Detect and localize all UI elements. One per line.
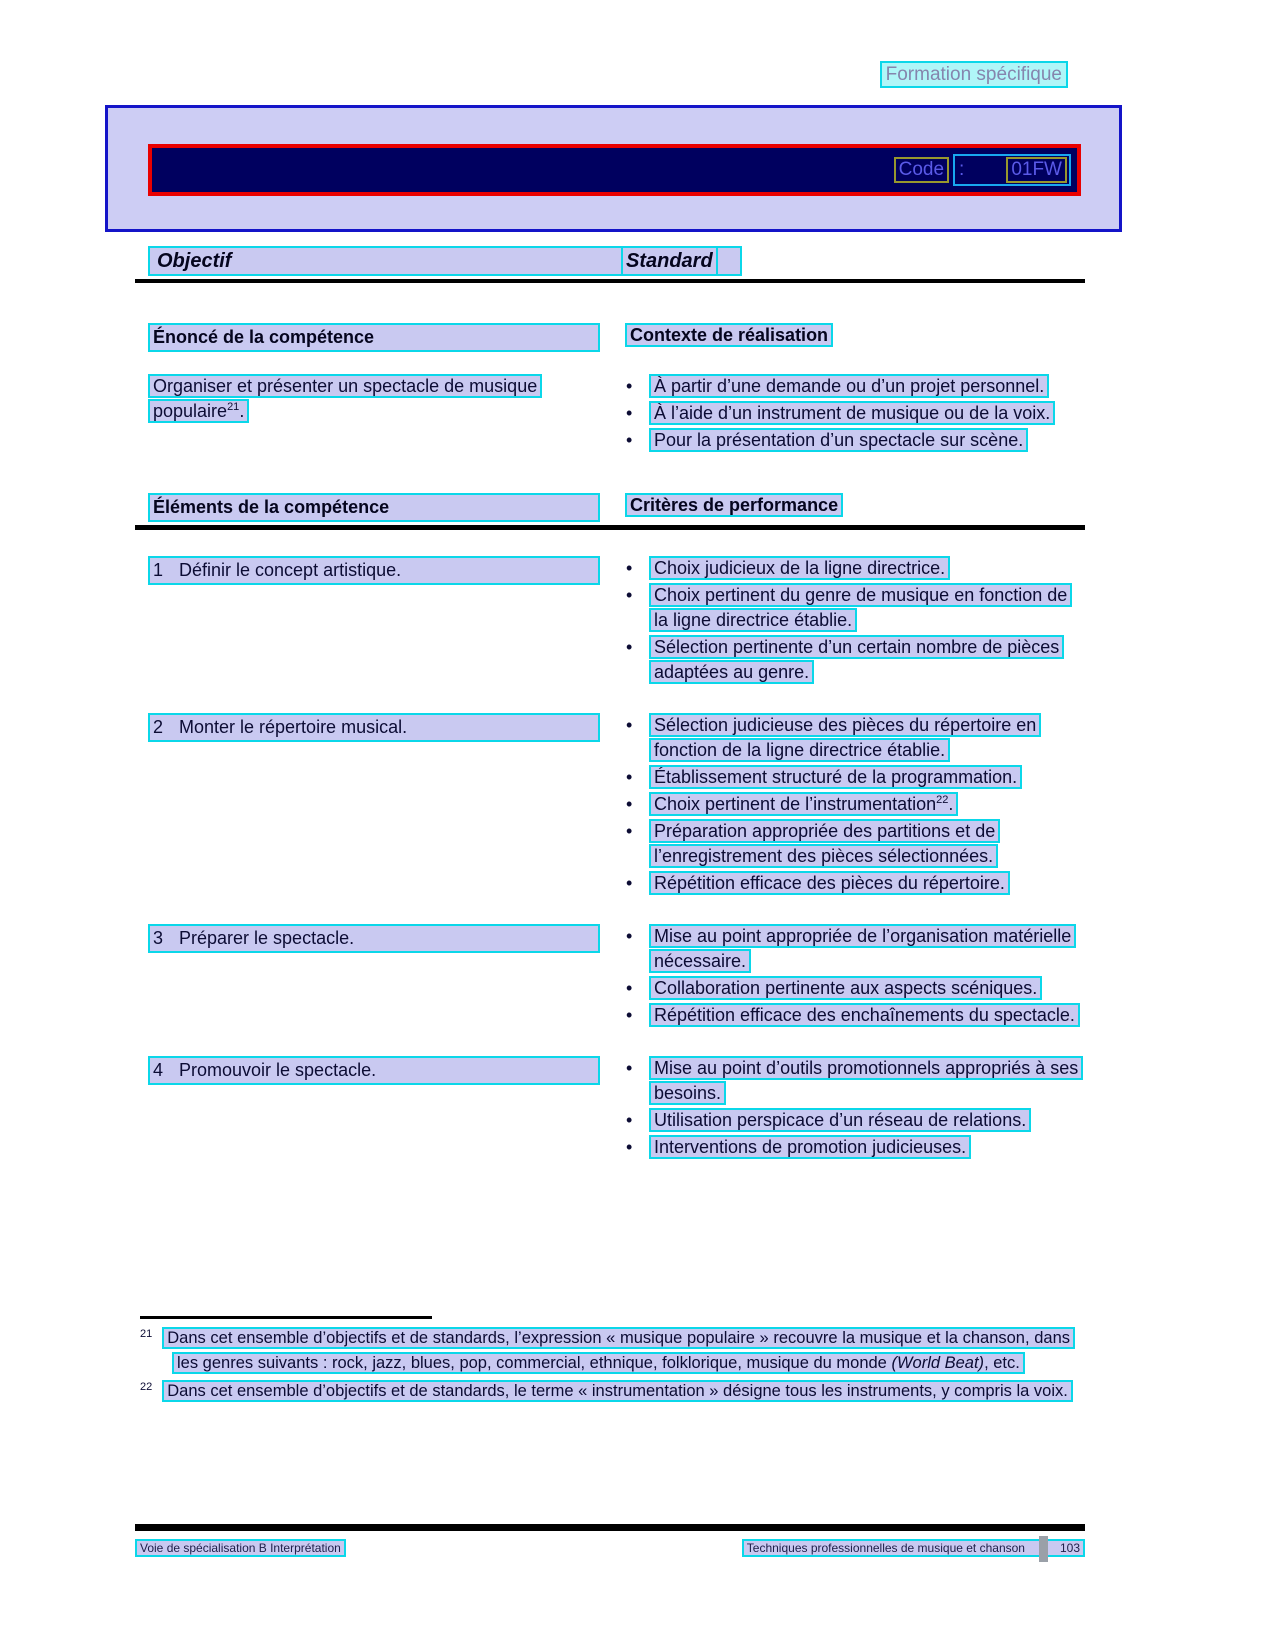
criterion-item	[622, 1056, 1079, 1106]
criteria-list	[622, 713, 1079, 896]
objectif-heading: Objectif	[157, 250, 232, 272]
context-text: À l’aide d’un instrument de musique ou de la voix.	[649, 401, 1055, 425]
criterion-text: Répétition efficace des enchaînements du spectacle.	[649, 1003, 1080, 1027]
element-title: 2 Monter le répertoire musical.	[148, 713, 600, 742]
objectif-standard-bar	[148, 246, 742, 276]
bullet-icon: •	[626, 978, 633, 998]
criteria-list	[622, 924, 1079, 1028]
criterion-text: Choix judicieux de la ligne directrice.	[649, 556, 950, 580]
context-item	[622, 428, 1079, 453]
main-content	[135, 246, 1085, 1162]
element-row-2	[135, 713, 1085, 898]
code-value-box	[953, 154, 1071, 186]
page-footer	[135, 1524, 1085, 1557]
footnote-number: 22	[140, 1380, 153, 1393]
context-list	[622, 374, 1079, 453]
criterion-text: Sélection pertinente d’un certain nombre de pièces adaptées au genre.	[649, 635, 1064, 684]
criterion-item	[622, 871, 1079, 896]
criterion-item	[622, 1135, 1079, 1160]
title-banner	[105, 105, 1122, 232]
criterion-text: Mise au point d’outils promotionnels appropriés à ses besoins.	[649, 1056, 1083, 1105]
footnote-22	[140, 1379, 1075, 1404]
subheading-row	[135, 323, 1085, 352]
bullet-icon: •	[626, 1110, 633, 1130]
divider-rule	[135, 525, 1085, 530]
bullet-icon: •	[626, 715, 633, 735]
criterion-item	[622, 792, 1079, 817]
footer-left-text: Voie de spécialisation B Interprétation	[135, 1539, 346, 1557]
bullet-icon: •	[626, 403, 633, 423]
element-title: 4 Promouvoir le spectacle.	[148, 1056, 600, 1085]
enonce-heading: Énoncé de la compétence	[148, 323, 600, 352]
code-value: 01FW	[1006, 157, 1067, 183]
criterion-text: Choix pertinent de l’instrumentation$^{22}$.	[649, 792, 958, 816]
bullet-icon: •	[626, 821, 633, 841]
footer-rule	[135, 1524, 1085, 1531]
bullet-icon: •	[626, 1005, 633, 1025]
criterion-item	[622, 819, 1079, 869]
criterion-item	[622, 713, 1079, 763]
element-title: 1 Définir le concept artistique.	[148, 556, 600, 585]
bullet-icon: •	[626, 430, 633, 450]
criterion-text: Interventions de promotion judicieuses.	[649, 1135, 971, 1159]
element-row-1	[135, 556, 1085, 687]
criterion-item	[622, 976, 1079, 1001]
footnote-rule	[140, 1316, 432, 1319]
criteria-list	[622, 556, 1079, 685]
code-separator: :	[959, 159, 965, 180]
criterion-item	[622, 1003, 1079, 1028]
criterion-text: Répétition efficace des pièces du répertoire.	[649, 871, 1010, 895]
divider-rule	[135, 279, 1085, 283]
footnote-number: 21	[140, 1327, 153, 1340]
footnote-21	[140, 1326, 1075, 1376]
page-number: 103	[1059, 1541, 1080, 1555]
bullet-icon: •	[626, 794, 633, 814]
element-number: 3	[153, 928, 164, 948]
criterion-text: Mise au point appropriée de l’organisation matérielle nécessaire.	[649, 924, 1076, 973]
bullet-icon: •	[626, 1137, 633, 1157]
standard-heading: Standard	[621, 246, 718, 276]
competence-row	[135, 374, 1085, 455]
competence-statement: Organiser et présenter un spectacle de musique populaire$^{21}$.	[148, 374, 542, 423]
criterion-text: Choix pertinent du genre de musique en fonction de la ligne directrice établie.	[649, 583, 1072, 632]
footnotes-section	[140, 1316, 1075, 1407]
criterion-item	[622, 765, 1079, 790]
subheading-row	[135, 493, 1085, 522]
element-number: 2	[153, 717, 164, 737]
criterion-item	[622, 924, 1079, 974]
element-row-3	[135, 924, 1085, 1030]
criterion-text: Sélection judicieuse des pièces du répertoire en fonction de la ligne directrice établie.	[649, 713, 1041, 762]
context-text: À partir d’une demande ou d’un projet personnel.	[649, 374, 1049, 398]
element-title: 3 Préparer le spectacle.	[148, 924, 600, 953]
footnote-text: Dans cet ensemble d’objectifs et de standards, le terme « instrumentation » désigne tous les instruments, y compris la voix.	[162, 1380, 1073, 1402]
criterion-item	[622, 556, 1079, 581]
contexte-heading: Contexte de réalisation	[625, 323, 833, 347]
criteres-heading: Critères de performance	[625, 493, 843, 517]
bullet-icon: •	[626, 926, 633, 946]
element-row-4	[135, 1056, 1085, 1162]
element-number: 4	[153, 1060, 164, 1080]
criterion-text: Préparation appropriée des partitions et de l’enregistrement des pièces sélectionnées.	[649, 819, 1000, 868]
bullet-icon: •	[626, 767, 633, 787]
bullet-icon: •	[626, 873, 633, 893]
bullet-icon: •	[626, 376, 633, 396]
criterion-item	[622, 1108, 1079, 1133]
footer-right-text: Techniques professionnelles de musique et chanson 103	[742, 1539, 1085, 1557]
code-label: Code	[894, 157, 949, 183]
title-banner-inner	[148, 144, 1081, 196]
footnote-ref-22: 22	[936, 794, 949, 806]
context-text: Pour la présentation d’un spectacle sur scène.	[649, 428, 1028, 452]
bullet-icon: •	[626, 637, 633, 657]
bullet-icon: •	[626, 558, 633, 578]
criterion-text: Utilisation perspicace d’un réseau de relations.	[649, 1108, 1031, 1132]
criterion-text: Établissement structuré de la programmation.	[649, 765, 1022, 789]
criteria-list	[622, 1056, 1079, 1160]
criterion-item	[622, 635, 1079, 685]
bullet-icon: •	[626, 1058, 633, 1078]
footnote-text: Dans cet ensemble d’objectifs et de standards, l’expression « musique populaire » recouvre la musique et la chanson, dans les genres suivants : rock, jazz, blues, pop, commercial, ethnique, folklorique, musique du monde (World Beat), etc.	[162, 1327, 1075, 1374]
footer-divider-bar	[1039, 1536, 1048, 1562]
page-header-row	[0, 64, 1068, 86]
section-label: Formation spécifique	[880, 61, 1068, 88]
context-item	[622, 401, 1079, 426]
bullet-icon: •	[626, 585, 633, 605]
footnote-ref-21: 21	[227, 401, 240, 413]
elements-heading: Éléments de la compétence	[148, 493, 600, 522]
criterion-item	[622, 583, 1079, 633]
element-number: 1	[153, 560, 164, 580]
criterion-text: Collaboration pertinente aux aspects scéniques.	[649, 976, 1042, 1000]
context-item	[622, 374, 1079, 399]
